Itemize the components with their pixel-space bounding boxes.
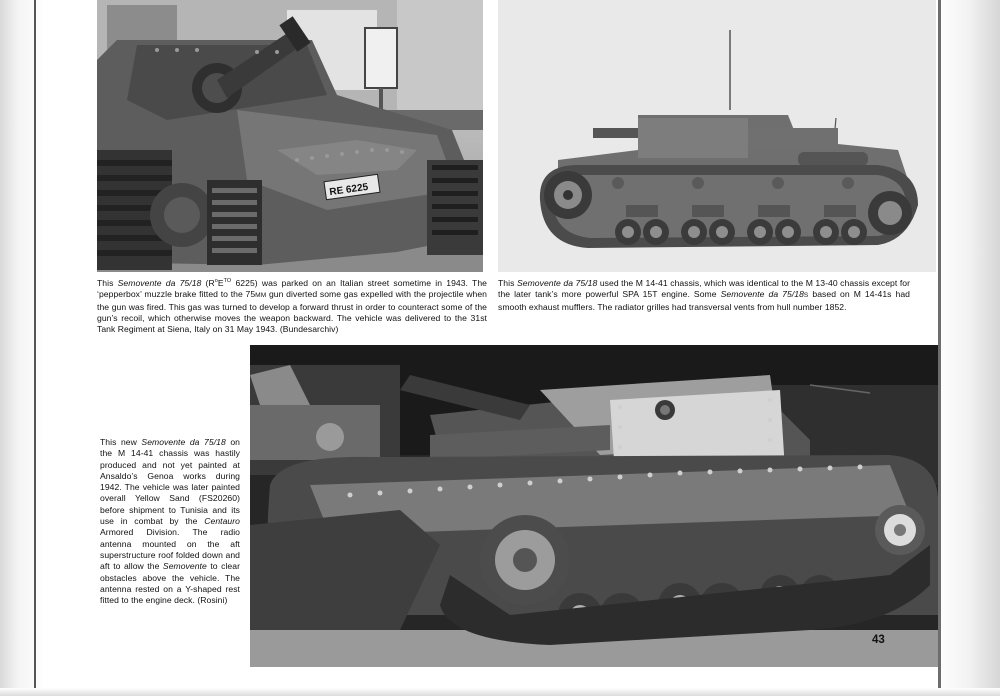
bottom-page-edge: [0, 688, 1000, 696]
page-number: 43: [872, 634, 885, 646]
photo-semovente-street: [97, 0, 483, 272]
caption-photo-side-view: This Semovente da 75/18 used the M 14-41 chassis, which was identical to the M 13-40 chassis except for the later tank’s more powerful SPA 15T engine. Some Semovente da 75/18S based on M 14-41s had smooth exhaust mufflers. The radiator grilles had transversal vents from hull number 1852.: [498, 278, 910, 312]
caption-photo-street: This Semovente da 75/18 ($R^oE^{TO}$ 6225) was parked on an Italian street sometime in 1943. The ‘pepperbox’ muzzle brake fitted to the 75MM gun diverted some gas expelled with the projectile when the gun was fired. This gas was turned to develop a forward thrust in order to counteract some of the gun’s recoil, which otherwise moves the weapon backward. The vehicle was delivered to the 31st Tank Regiment at Siena, Italy on 31 May 1943. (Bundesarchiv): [97, 278, 487, 335]
vehicle-plate-text: RE 6225: [328, 181, 369, 199]
caption-photo-factory: This new Semovente da 75/18 on the M 14-41 chassis was hastily produced and not yet painted at Ansaldo’s Genoa works during 1942. The vehicle was later painted overall Yellow Sand (FS20260) before shipment to Tunisia and its use in combat by the Centauro Armored Division. The radio antenna mounted on the aft superstructure roof folded down and aft to allow the Semovente to clear obstacles above the vehicle. The antenna rested on a Y-shaped rest fitted to the engine deck. (Rosini): [100, 437, 240, 606]
left-page-gutter: [0, 0, 44, 696]
photo-semovente-factory: [250, 345, 938, 667]
right-page-edge: [938, 0, 1000, 696]
photo-semovente-side-view: [498, 0, 936, 272]
